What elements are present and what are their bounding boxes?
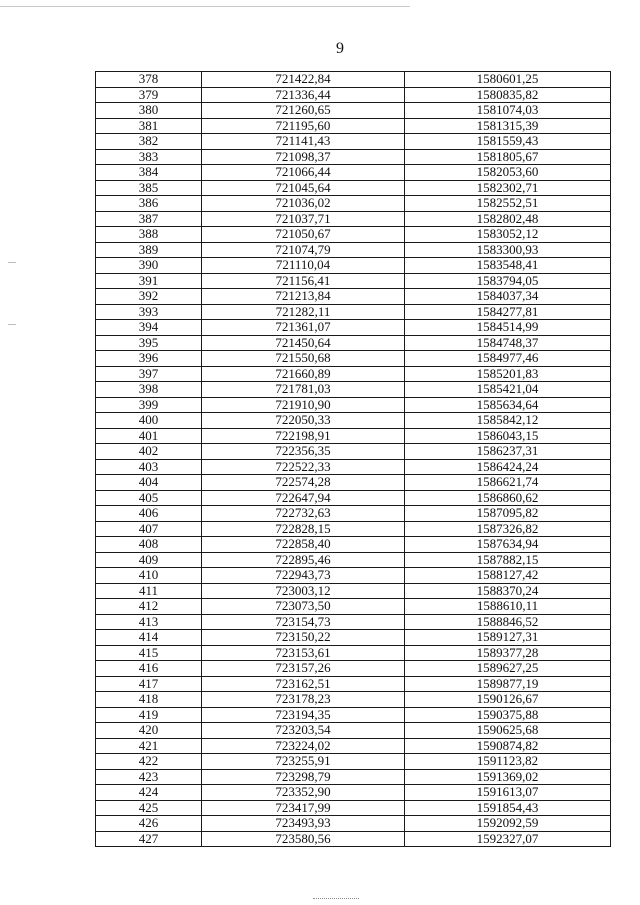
point-number-cell: 398 [96, 382, 202, 398]
table-row [96, 72, 611, 88]
y-coordinate-cell: 1587095,82 [405, 506, 611, 522]
y-coordinate-cell: 1590126,67 [405, 692, 611, 708]
y-coordinate-cell: 1584037,34 [405, 289, 611, 305]
point-number-cell: 379 [96, 87, 202, 103]
point-number-cell: 387 [96, 211, 202, 227]
y-coordinate-cell: 1590375,88 [405, 707, 611, 723]
y-coordinate-cell: 1586237,31 [405, 444, 611, 460]
point-number-cell: 427 [96, 831, 202, 847]
coordinates-table [95, 71, 611, 847]
table-row [96, 816, 611, 832]
y-coordinate-cell: 1586043,15 [405, 428, 611, 444]
point-number-cell: 413 [96, 614, 202, 630]
y-coordinate-cell: 1587882,15 [405, 552, 611, 568]
x-coordinate-cell: 723153,61 [202, 645, 405, 661]
point-number-cell: 382 [96, 134, 202, 150]
x-coordinate-cell: 723352,90 [202, 785, 405, 801]
x-coordinate-cell: 723003,12 [202, 583, 405, 599]
x-coordinate-cell: 721422,84 [202, 72, 405, 88]
y-coordinate-cell: 1589877,19 [405, 676, 611, 692]
point-number-cell: 409 [96, 552, 202, 568]
x-coordinate-cell: 722647,94 [202, 490, 405, 506]
point-number-cell: 416 [96, 661, 202, 677]
table-row [96, 568, 611, 584]
y-coordinate-cell: 1583052,12 [405, 227, 611, 243]
point-number-cell: 419 [96, 707, 202, 723]
y-coordinate-cell: 1585634,64 [405, 397, 611, 413]
x-coordinate-cell: 723255,91 [202, 754, 405, 770]
x-coordinate-cell: 721098,37 [202, 149, 405, 165]
x-coordinate-cell: 721195,60 [202, 118, 405, 134]
x-coordinate-cell: 721141,43 [202, 134, 405, 150]
table-row [96, 196, 611, 212]
y-coordinate-cell: 1587634,94 [405, 537, 611, 553]
point-number-cell: 384 [96, 165, 202, 181]
margin-mark [8, 324, 16, 325]
y-coordinate-cell: 1584277,81 [405, 304, 611, 320]
point-number-cell: 411 [96, 583, 202, 599]
table-row [96, 800, 611, 816]
y-coordinate-cell: 1583794,05 [405, 273, 611, 289]
y-coordinate-cell: 1581559,43 [405, 134, 611, 150]
y-coordinate-cell: 1591123,82 [405, 754, 611, 770]
y-coordinate-cell: 1584748,37 [405, 335, 611, 351]
x-coordinate-cell: 721781,03 [202, 382, 405, 398]
table-row [96, 149, 611, 165]
table-row [96, 552, 611, 568]
x-coordinate-cell: 723157,26 [202, 661, 405, 677]
x-coordinate-cell: 721450,64 [202, 335, 405, 351]
point-number-cell: 410 [96, 568, 202, 584]
point-number-cell: 421 [96, 738, 202, 754]
x-coordinate-cell: 721260,65 [202, 103, 405, 119]
y-coordinate-cell: 1589377,28 [405, 645, 611, 661]
x-coordinate-cell: 721066,44 [202, 165, 405, 181]
x-coordinate-cell: 723417,99 [202, 800, 405, 816]
table-row [96, 459, 611, 475]
point-number-cell: 418 [96, 692, 202, 708]
point-number-cell: 395 [96, 335, 202, 351]
table-row [96, 614, 611, 630]
y-coordinate-cell: 1586860,62 [405, 490, 611, 506]
table-row [96, 707, 611, 723]
table-row [96, 738, 611, 754]
table-row [96, 506, 611, 522]
table-row [96, 583, 611, 599]
table-row [96, 134, 611, 150]
point-number-cell: 405 [96, 490, 202, 506]
point-number-cell: 392 [96, 289, 202, 305]
point-number-cell: 389 [96, 242, 202, 258]
x-coordinate-cell: 722356,35 [202, 444, 405, 460]
point-number-cell: 378 [96, 72, 202, 88]
point-number-cell: 420 [96, 723, 202, 739]
x-coordinate-cell: 721213,84 [202, 289, 405, 305]
y-coordinate-cell: 1589127,31 [405, 630, 611, 646]
x-coordinate-cell: 723203,54 [202, 723, 405, 739]
table-row [96, 242, 611, 258]
x-coordinate-cell: 721074,79 [202, 242, 405, 258]
table-row [96, 490, 611, 506]
x-coordinate-cell: 723073,50 [202, 599, 405, 615]
table-row [96, 785, 611, 801]
x-coordinate-cell: 723224,02 [202, 738, 405, 754]
table-row [96, 428, 611, 444]
point-number-cell: 404 [96, 475, 202, 491]
x-coordinate-cell: 721045,64 [202, 180, 405, 196]
y-coordinate-cell: 1592327,07 [405, 831, 611, 847]
table-row [96, 723, 611, 739]
y-coordinate-cell: 1591613,07 [405, 785, 611, 801]
y-coordinate-cell: 1582552,51 [405, 196, 611, 212]
point-number-cell: 417 [96, 676, 202, 692]
point-number-cell: 401 [96, 428, 202, 444]
x-coordinate-cell: 722858,40 [202, 537, 405, 553]
y-coordinate-cell: 1584977,46 [405, 351, 611, 367]
point-number-cell: 397 [96, 366, 202, 382]
table-row [96, 165, 611, 181]
x-coordinate-cell: 721110,04 [202, 258, 405, 274]
table-row [96, 661, 611, 677]
point-number-cell: 399 [96, 397, 202, 413]
point-number-cell: 390 [96, 258, 202, 274]
point-number-cell: 406 [96, 506, 202, 522]
y-coordinate-cell: 1583548,41 [405, 258, 611, 274]
top-rule [0, 6, 410, 7]
table-row [96, 397, 611, 413]
point-number-cell: 412 [96, 599, 202, 615]
table-row [96, 692, 611, 708]
x-coordinate-cell: 723178,23 [202, 692, 405, 708]
x-coordinate-cell: 722050,33 [202, 413, 405, 429]
x-coordinate-cell: 721361,07 [202, 320, 405, 336]
table-row [96, 444, 611, 460]
point-number-cell: 414 [96, 630, 202, 646]
y-coordinate-cell: 1585421,04 [405, 382, 611, 398]
point-number-cell: 402 [96, 444, 202, 460]
table-row [96, 630, 611, 646]
x-coordinate-cell: 723493,93 [202, 816, 405, 832]
y-coordinate-cell: 1588846,52 [405, 614, 611, 630]
page-number: 9 [336, 40, 344, 57]
point-number-cell: 383 [96, 149, 202, 165]
table-row [96, 831, 611, 847]
y-coordinate-cell: 1582802,48 [405, 211, 611, 227]
table-row [96, 211, 611, 227]
table-row [96, 351, 611, 367]
x-coordinate-cell: 722198,91 [202, 428, 405, 444]
y-coordinate-cell: 1585842,12 [405, 413, 611, 429]
x-coordinate-cell: 723580,56 [202, 831, 405, 847]
point-number-cell: 403 [96, 459, 202, 475]
table-row [96, 382, 611, 398]
x-coordinate-cell: 723298,79 [202, 769, 405, 785]
x-coordinate-cell: 721282,11 [202, 304, 405, 320]
y-coordinate-cell: 1586621,74 [405, 475, 611, 491]
x-coordinate-cell: 723154,73 [202, 614, 405, 630]
point-number-cell: 423 [96, 769, 202, 785]
point-number-cell: 415 [96, 645, 202, 661]
x-coordinate-cell: 723194,35 [202, 707, 405, 723]
table-row [96, 645, 611, 661]
table-row [96, 676, 611, 692]
y-coordinate-cell: 1591854,43 [405, 800, 611, 816]
point-number-cell: 381 [96, 118, 202, 134]
point-number-cell: 407 [96, 521, 202, 537]
point-number-cell: 426 [96, 816, 202, 832]
y-coordinate-cell: 1591369,02 [405, 769, 611, 785]
point-number-cell: 425 [96, 800, 202, 816]
y-coordinate-cell: 1587326,82 [405, 521, 611, 537]
table-row [96, 103, 611, 119]
point-number-cell: 424 [96, 785, 202, 801]
y-coordinate-cell: 1582053,60 [405, 165, 611, 181]
x-coordinate-cell: 722828,15 [202, 521, 405, 537]
y-coordinate-cell: 1585201,83 [405, 366, 611, 382]
point-number-cell: 388 [96, 227, 202, 243]
y-coordinate-cell: 1588370,24 [405, 583, 611, 599]
point-number-cell: 394 [96, 320, 202, 336]
x-coordinate-cell: 721910,90 [202, 397, 405, 413]
table-row [96, 599, 611, 615]
y-coordinate-cell: 1580835,82 [405, 87, 611, 103]
y-coordinate-cell: 1581805,67 [405, 149, 611, 165]
table-row [96, 769, 611, 785]
table-row [96, 118, 611, 134]
x-coordinate-cell: 723150,22 [202, 630, 405, 646]
x-coordinate-cell: 722895,46 [202, 552, 405, 568]
x-coordinate-cell: 721036,02 [202, 196, 405, 212]
point-number-cell: 391 [96, 273, 202, 289]
y-coordinate-cell: 1586424,24 [405, 459, 611, 475]
x-coordinate-cell: 721156,41 [202, 273, 405, 289]
table-row [96, 413, 611, 429]
point-number-cell: 393 [96, 304, 202, 320]
margin-mark [8, 262, 16, 263]
y-coordinate-cell: 1592092,59 [405, 816, 611, 832]
table-row [96, 227, 611, 243]
y-coordinate-cell: 1589627,25 [405, 661, 611, 677]
table-row [96, 521, 611, 537]
point-number-cell: 400 [96, 413, 202, 429]
x-coordinate-cell: 721660,89 [202, 366, 405, 382]
point-number-cell: 396 [96, 351, 202, 367]
table-row [96, 258, 611, 274]
table-row [96, 180, 611, 196]
y-coordinate-cell: 1590874,82 [405, 738, 611, 754]
x-coordinate-cell: 722943,73 [202, 568, 405, 584]
x-coordinate-cell: 721550,68 [202, 351, 405, 367]
x-coordinate-cell: 722574,28 [202, 475, 405, 491]
table-row [96, 537, 611, 553]
table-row [96, 289, 611, 305]
table-row [96, 320, 611, 336]
x-coordinate-cell: 721336,44 [202, 87, 405, 103]
x-coordinate-cell: 723162,51 [202, 676, 405, 692]
table-row [96, 335, 611, 351]
y-coordinate-cell: 1581074,03 [405, 103, 611, 119]
table-row [96, 475, 611, 491]
table-row [96, 273, 611, 289]
table-row [96, 754, 611, 770]
x-coordinate-cell: 722732,63 [202, 506, 405, 522]
y-coordinate-cell: 1580601,25 [405, 72, 611, 88]
point-number-cell: 408 [96, 537, 202, 553]
y-coordinate-cell: 1583300,93 [405, 242, 611, 258]
x-coordinate-cell: 721050,67 [202, 227, 405, 243]
bottom-dots [313, 898, 359, 900]
y-coordinate-cell: 1582302,71 [405, 180, 611, 196]
point-number-cell: 385 [96, 180, 202, 196]
table-row [96, 304, 611, 320]
x-coordinate-cell: 722522,33 [202, 459, 405, 475]
point-number-cell: 380 [96, 103, 202, 119]
table-row [96, 87, 611, 103]
y-coordinate-cell: 1588610,11 [405, 599, 611, 615]
table-row [96, 366, 611, 382]
y-coordinate-cell: 1584514,99 [405, 320, 611, 336]
y-coordinate-cell: 1588127,42 [405, 568, 611, 584]
y-coordinate-cell: 1581315,39 [405, 118, 611, 134]
coordinates-table-body [96, 72, 611, 847]
x-coordinate-cell: 721037,71 [202, 211, 405, 227]
point-number-cell: 386 [96, 196, 202, 212]
point-number-cell: 422 [96, 754, 202, 770]
y-coordinate-cell: 1590625,68 [405, 723, 611, 739]
